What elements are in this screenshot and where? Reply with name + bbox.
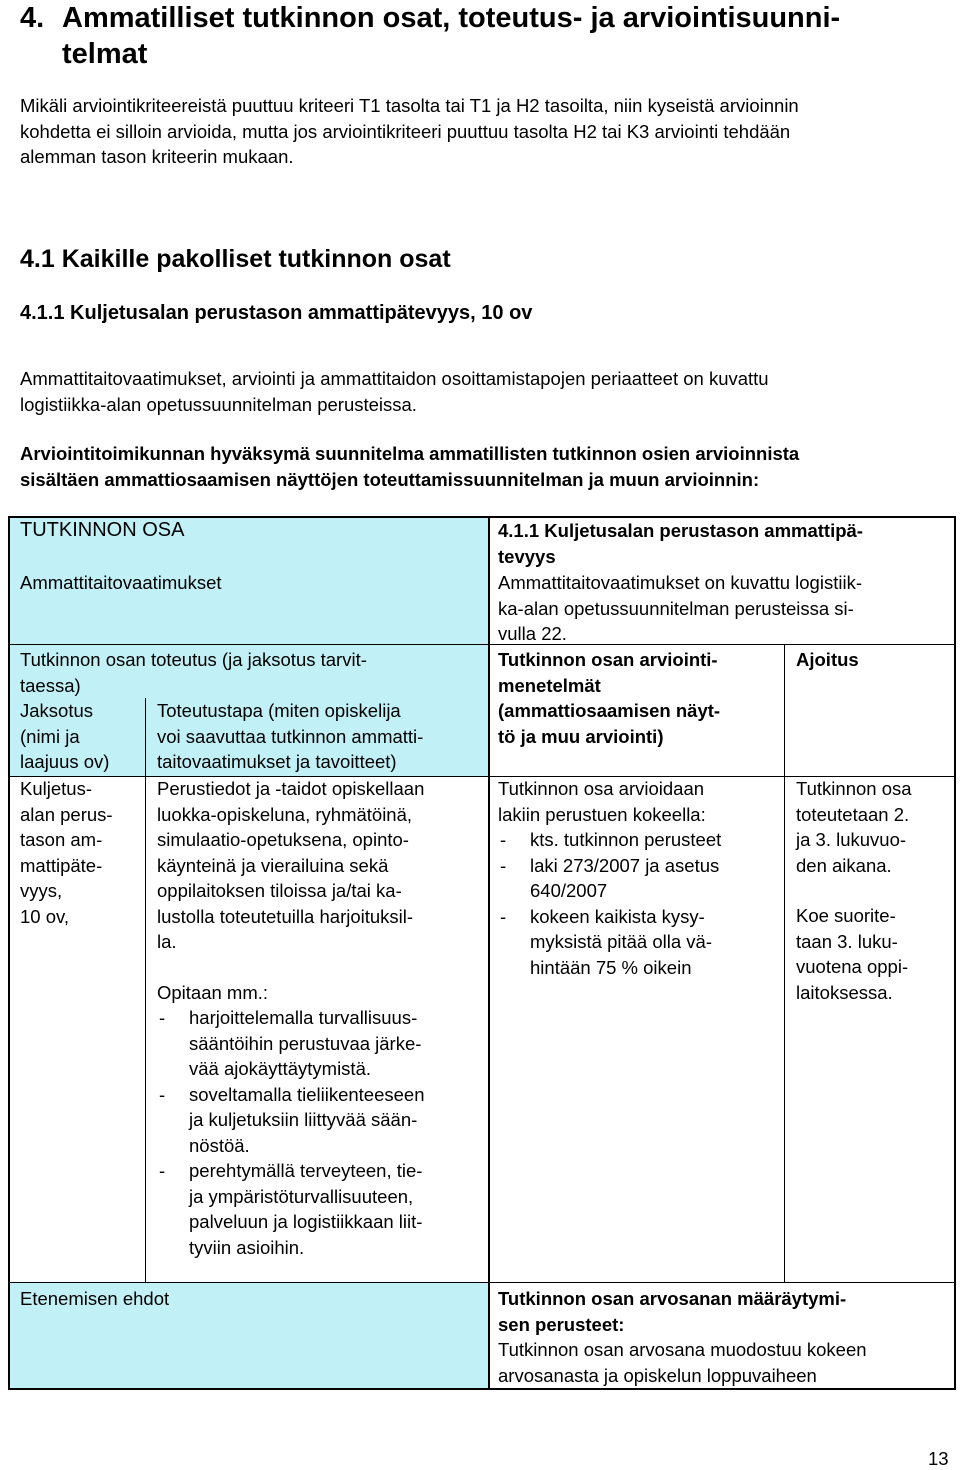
list-item: - soveltamalla tieliikenteeseen ja kuljetuksiin liittyvää sään- nöstöä. <box>157 1082 487 1159</box>
text-line: den aikana. <box>796 854 892 876</box>
text-line: Tutkinnon osa <box>796 778 912 799</box>
text-line: simulaatio-opetuksena, opinto- <box>157 829 409 850</box>
text-line: oppilaitoksen tiloissa ja/tai ka- <box>157 880 402 901</box>
cell-toteutustapa <box>157 776 487 1260</box>
assessment-list <box>498 827 778 980</box>
table-divider <box>145 698 146 1283</box>
text-line: alemman tason kriteerin mukaan. <box>20 146 294 167</box>
section-number: 4. <box>20 2 45 34</box>
cell-ammattitaitovaatimukset <box>498 570 948 647</box>
text-line: arvosanasta ja opiskelun loppuvaiheen <box>498 1364 817 1386</box>
text-line: Kuljetus- <box>20 778 92 799</box>
text-line: Tutkinnon osan arvosanan määräytymi- <box>498 1288 847 1309</box>
cell-ajoitus-header: Ajoitus <box>796 649 859 670</box>
cell-etenemisen-ehdot: Etenemisen ehdot <box>20 1288 170 1309</box>
section-heading <box>20 0 950 72</box>
text-line: ka-alan opetussuunnitelman perusteissa si- <box>498 597 854 619</box>
text-line: logistiikka-alan opetussuunnitelman perusteissa. <box>20 393 417 415</box>
cell-ajoitus <box>796 776 951 1005</box>
text-line: Ammattitaitovaatimukset on kuvattu logistiik- <box>498 572 862 593</box>
text-line: lustolla toteutetuilla harjoituksil- <box>157 905 414 927</box>
cell-toteutustapa-header <box>157 698 487 775</box>
cell-jaksotus-header <box>20 698 109 775</box>
text-line: lakiin perustuen kokeella: <box>498 803 706 825</box>
cell-tutkinnon-osa: TUTKINNON OSA <box>20 519 185 541</box>
text-line: Koe suorite- <box>796 905 896 926</box>
text-line: vuotena oppi- <box>796 956 909 977</box>
text-line: vulla 22. <box>498 623 567 644</box>
text-line: voi saavuttaa tutkinnon ammatti- <box>157 725 424 747</box>
text-line: tevyys <box>498 545 556 567</box>
text-line: vyys, <box>20 880 63 901</box>
subsection-heading: 4.1 Kaikille pakolliset tutkinnon osat <box>20 245 451 273</box>
text-line: taan 3. luku- <box>796 930 898 952</box>
section-title-line2: telmat <box>62 38 148 70</box>
table-border <box>8 1388 956 1390</box>
text-line: ja 3. lukuvuo- <box>796 829 907 850</box>
page-number: 13 <box>928 1448 949 1469</box>
list-item: - harjoittelemalla turvallisuus- sääntöihin perustuvaa järke- vää ajokäyttäytymistä. <box>157 1005 487 1082</box>
learning-intro: Opitaan mm.: <box>157 981 269 1003</box>
text-line: la. <box>157 931 177 952</box>
text-line: Perustiedot ja -taidot opiskellaan <box>157 778 425 799</box>
text-line: Toteutustapa (miten opiskelija <box>157 700 401 721</box>
text-line: menetelmät <box>498 674 601 696</box>
text-line: Tutkinnon osan toteutus (ja jaksotus tarvit- <box>20 649 367 670</box>
text-line: tason am- <box>20 829 103 850</box>
text-line: tö ja muu arviointi) <box>498 725 664 747</box>
text-line: sisältäen ammattiosaamisen näyttöjen toteuttamissuunnitelman ja muun arvioinnin: <box>20 468 760 490</box>
text-line: Tutkinnon osa arvioidaan <box>498 778 705 799</box>
text-line: sen perusteet: <box>498 1313 625 1335</box>
text-line: toteutetaan 2. <box>796 803 910 825</box>
cell-arviointi <box>498 776 778 980</box>
text-line: laitoksessa. <box>796 981 893 1003</box>
text-line: Jaksotus <box>20 700 94 721</box>
list-item: - kokeen kaikista kysy- myksistä pitää olla vä- hintään 75 % oikein <box>498 904 778 981</box>
table-divider <box>8 1282 956 1283</box>
table-divider <box>488 516 490 1390</box>
text-line: 4.1.1 Kuljetusalan perustason ammattipä- <box>498 520 863 541</box>
text-line: alan perus- <box>20 803 113 825</box>
text-line: kohdetta ei silloin arvioida, mutta jos arviointikriteeri puuttuu tasolta H2 tai K3 arviointi tehdään <box>20 120 791 142</box>
subsubsection-heading: 4.1.1 Kuljetusalan perustason ammattipätevyys, 10 ov <box>20 302 533 324</box>
text-line: Arviointitoimikunnan hyväksymä suunnitelma ammatillisten tutkinnon osien arvioinnista <box>20 443 800 464</box>
list-item: - perehtymällä terveyteen, tie- ja ympäristöturvallisuuteen, palveluun ja logistiikkaan liit- tyviin asioihin. <box>157 1158 487 1260</box>
text-line: taessa) <box>20 674 81 696</box>
text-line: mattipäte- <box>20 854 103 876</box>
text-line: käynteinä ja vierailuina sekä <box>157 854 389 876</box>
text-line: Tutkinnon osan arvosana muodostuu kokeen <box>498 1339 867 1360</box>
text-line: 10 ov, <box>20 905 70 927</box>
cell-ammattitaitovaatimukset-label: Ammattitaitovaatimukset <box>20 572 222 593</box>
text-line: luokka-opiskeluna, ryhmätöinä, <box>157 803 413 825</box>
text-line: Tutkinnon osan arviointi- <box>498 649 718 670</box>
paragraph-3 <box>20 441 955 492</box>
cell-arviointimenetelmat-header <box>498 647 778 749</box>
text-line: (ammattiosaamisen näyt- <box>498 700 721 721</box>
cell-arvosana <box>498 1286 948 1388</box>
list-item: - laki 273/2007 ja asetus 640/2007 <box>498 853 778 904</box>
learning-list <box>157 1005 487 1260</box>
text-line: laajuus ov) <box>20 751 110 772</box>
table-divider <box>784 645 785 1282</box>
cell-jakso-name <box>20 776 113 929</box>
text-line: Mikäli arviointikriteereistä puuttuu kriteeri T1 tasolta tai T1 ja H2 tasoilta, niin kyseistä arvioinnin <box>20 95 799 116</box>
cell-title <box>498 518 948 569</box>
table-border <box>8 516 10 1390</box>
cell-toteutus-header <box>20 647 480 698</box>
text-line: (nimi ja <box>20 725 80 747</box>
table-border <box>954 516 956 1390</box>
text-line: Ammattitaitovaatimukset, arviointi ja ammattitaidon osoittamistapojen periaatteet on kuvattu <box>20 368 769 389</box>
paragraph-2 <box>20 366 950 417</box>
intro-paragraph <box>20 93 950 170</box>
text-line: taitovaatimukset ja tavoitteet) <box>157 751 397 772</box>
list-item: - kts. tutkinnon perusteet <box>498 827 778 853</box>
section-title-line1: Ammatilliset tutkinnon osat, toteutus- ja arviointisuunni- <box>62 2 841 34</box>
